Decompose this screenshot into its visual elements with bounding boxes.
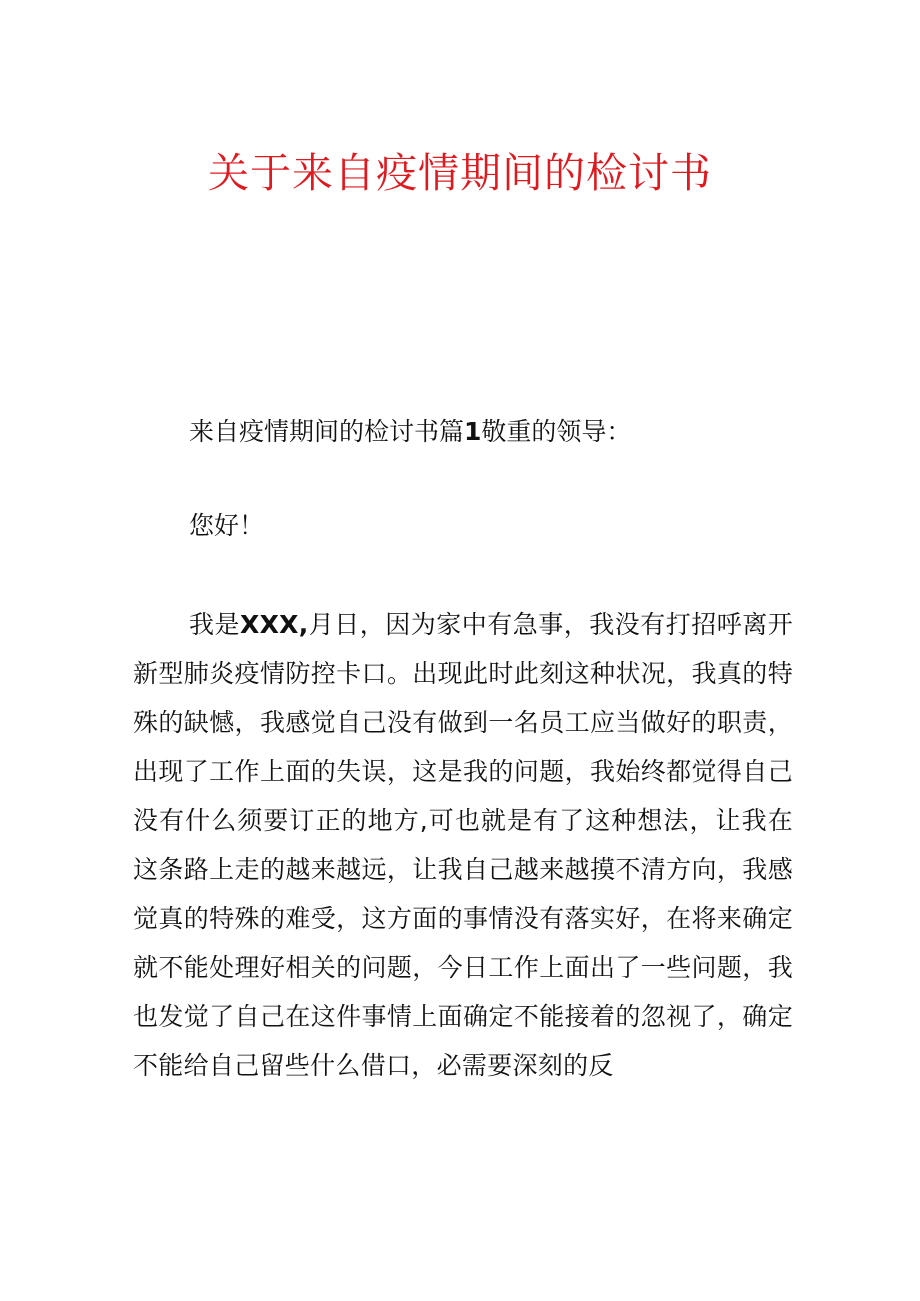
body-paragraph bbox=[133, 600, 793, 1090]
section-heading-suffix: 敬重的领导： bbox=[481, 417, 632, 446]
document-title: 关于来自疫情期间的检讨书 bbox=[208, 149, 712, 197]
section-heading bbox=[133, 414, 793, 450]
author-name-placeholder: XXX, bbox=[240, 610, 309, 639]
paragraph-start: 我是 bbox=[189, 610, 240, 639]
greeting: 您好！ bbox=[189, 511, 265, 540]
section-number: 1 bbox=[464, 417, 482, 446]
section-heading-prefix: 来自疫情期间的检讨书篇 bbox=[189, 417, 465, 446]
paragraph-body: 月日，因为家中有急事，我没有打招呼离开新型肺炎疫情防控卡口。出现此时此刻这种状况，我真的特殊的缺憾，我感觉自己没有做到一名员工应当做好的职责，出现了工作上面的失误，这是我的问题，我始终都觉得自己没有什么须要订正的地方,可也就是有了这种想法，让我在这条路上走的越来越远，让我自己越来越摸不清方向，我感觉真的特殊的难受，这方面的事情没有落实好，在将来确定就不能处理好相关的问题，今日工作上面出了一些问题，我也发觉了自己在这件事情上面确定不能接着的忽视了，确定不能给自己留些什么借口，必需要深刻的反 bbox=[133, 610, 793, 1080]
